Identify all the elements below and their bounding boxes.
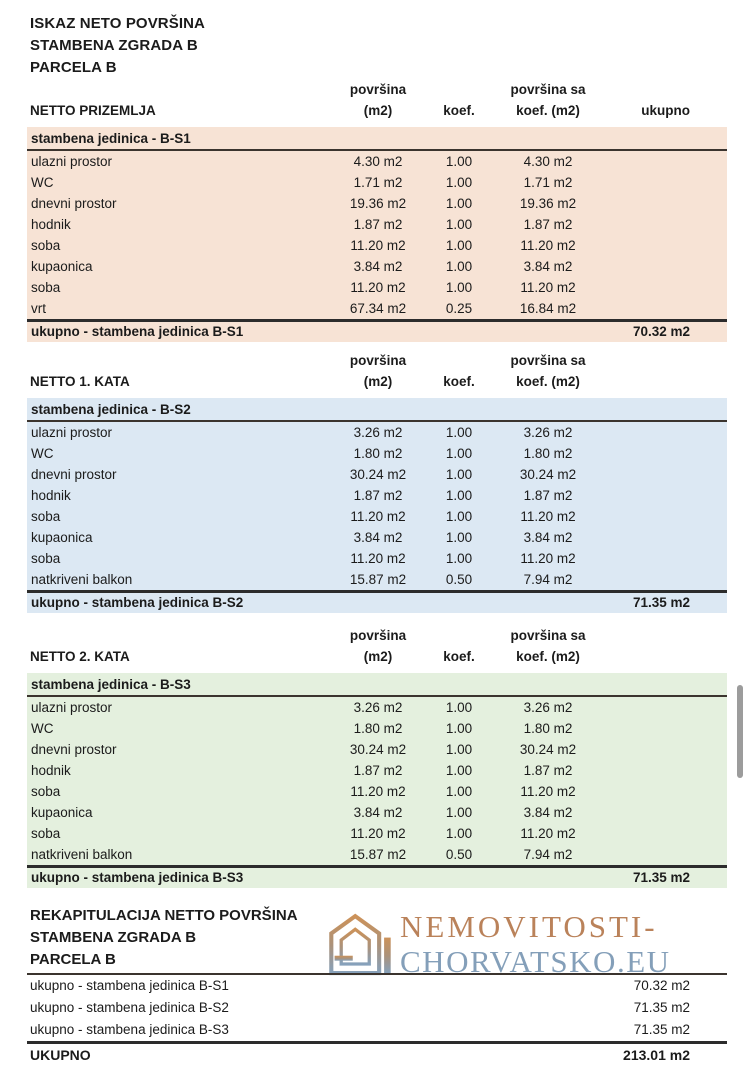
table-row	[27, 739, 727, 760]
section-body	[27, 127, 727, 342]
unit-band: stambena jedinica - B-S2	[27, 398, 727, 422]
column-header-area-koef: površina sa	[510, 353, 586, 368]
watermark-line1: NEMOVITOSTI-	[400, 909, 658, 944]
column-header-row-top	[27, 626, 727, 645]
row-area: 4.30 m2	[353, 154, 403, 169]
row-koef: 1.00	[445, 446, 473, 461]
section-title: NETTO PRIZEMLJA	[30, 103, 156, 118]
row-label: hodnik	[31, 488, 71, 503]
row-area-koef: 4.30 m2	[523, 154, 573, 169]
row-area-koef: 1.80 m2	[523, 446, 573, 461]
column-header-area-unit: (m2)	[363, 103, 393, 118]
column-header-area-koef-unit: koef. (m2)	[516, 374, 580, 389]
row-koef: 1.00	[445, 763, 473, 778]
row-koef: 0.25	[445, 301, 473, 316]
column-header-total	[604, 391, 727, 398]
row-area-koef: 30.24 m2	[519, 742, 577, 757]
recap-title-line-1: REKAPITULACIJA NETTO POVRŠINA	[30, 907, 298, 924]
column-header-total: ukupno	[641, 103, 690, 118]
unit-band: stambena jedinica - B-S3	[27, 673, 727, 697]
section-total-row	[27, 865, 727, 888]
table-row	[27, 172, 727, 193]
recap-title	[27, 905, 727, 971]
row-label: WC	[31, 721, 54, 736]
row-koef: 1.00	[445, 551, 473, 566]
column-header-area-koef-unit: koef. (m2)	[516, 649, 580, 664]
row-area: 30.24 m2	[349, 742, 407, 757]
column-header-row-top	[27, 351, 727, 370]
column-header-area: površina	[349, 628, 407, 643]
table-row	[27, 464, 727, 485]
table-row	[27, 548, 727, 569]
row-koef: 1.00	[445, 196, 473, 211]
row-koef: 0.50	[445, 572, 473, 587]
row-koef: 1.00	[445, 530, 473, 545]
scrollbar-thumb[interactable]	[737, 685, 743, 778]
recap-total-label: UKUPNO	[30, 1047, 91, 1063]
section-body	[27, 673, 727, 888]
table-row	[27, 298, 727, 319]
section-total-value: 70.32 m2	[632, 324, 690, 339]
table-row	[27, 485, 727, 506]
section-title: NETTO 1. KATA	[30, 374, 130, 389]
row-koef: 1.00	[445, 425, 473, 440]
floor-section	[27, 80, 727, 342]
row-area-koef: 7.94 m2	[523, 572, 573, 587]
table-row	[27, 697, 727, 718]
row-koef: 1.00	[445, 700, 473, 715]
recap-row-value: 70.32 m2	[633, 978, 690, 993]
section-body	[27, 398, 727, 613]
column-header-total	[604, 666, 727, 673]
row-area-koef: 3.84 m2	[523, 530, 573, 545]
row-koef: 1.00	[445, 238, 473, 253]
row-area-koef: 3.84 m2	[523, 259, 573, 274]
table-row	[27, 802, 727, 823]
recap-total-row	[27, 1041, 727, 1068]
column-header-area-unit: (m2)	[363, 374, 393, 389]
section-title: NETTO 2. KATA	[30, 649, 130, 664]
section-rows	[27, 697, 727, 865]
row-area: 11.20 m2	[350, 784, 406, 799]
column-header-row-bottom	[27, 99, 727, 127]
table-row	[27, 823, 727, 844]
row-label: kupaonica	[31, 530, 93, 545]
row-area-koef: 1.87 m2	[523, 217, 573, 232]
row-area: 3.84 m2	[353, 259, 403, 274]
document-title	[30, 13, 205, 79]
section-total-label: ukupno - stambena jedinica B-S3	[31, 870, 244, 885]
row-koef: 1.00	[445, 217, 473, 232]
row-area-koef: 1.80 m2	[523, 721, 573, 736]
table-row	[27, 527, 727, 548]
row-koef: 1.00	[445, 280, 473, 295]
row-koef: 1.00	[445, 805, 473, 820]
recap-rows	[27, 973, 727, 1041]
row-area-koef: 11.20 m2	[520, 784, 576, 799]
column-header-area-koef-unit: koef. (m2)	[516, 103, 580, 118]
column-header-koef: koef.	[443, 103, 475, 118]
row-koef: 1.00	[445, 826, 473, 841]
recap-row-label: ukupno - stambena jedinica B-S1	[30, 978, 229, 993]
column-header-area-koef: površina sa	[510, 628, 586, 643]
row-area-koef: 11.20 m2	[520, 238, 576, 253]
recap-title-line-3: PARCELA B	[30, 951, 116, 968]
row-area: 1.80 m2	[353, 721, 403, 736]
row-label: soba	[31, 826, 61, 841]
row-label: kupaonica	[31, 805, 93, 820]
table-row	[27, 214, 727, 235]
row-area: 11.20 m2	[350, 509, 406, 524]
row-koef: 1.00	[445, 742, 473, 757]
row-area: 1.87 m2	[353, 488, 403, 503]
row-area-koef: 11.20 m2	[520, 509, 576, 524]
row-koef: 1.00	[445, 175, 473, 190]
row-area-koef: 16.84 m2	[519, 301, 577, 316]
row-area: 1.71 m2	[353, 175, 403, 190]
recap-row	[27, 1019, 727, 1041]
section-total-value: 71.35 m2	[632, 870, 690, 885]
table-row	[27, 506, 727, 527]
recap-section	[27, 905, 727, 1068]
recap-row	[27, 975, 727, 997]
row-label: soba	[31, 551, 61, 566]
row-koef: 1.00	[445, 784, 473, 799]
table-row	[27, 718, 727, 739]
row-label: vrt	[31, 301, 46, 316]
section-rows	[27, 422, 727, 590]
row-area-koef: 3.26 m2	[523, 700, 573, 715]
table-row	[27, 256, 727, 277]
row-koef: 1.00	[445, 259, 473, 274]
row-label: hodnik	[31, 763, 71, 778]
row-area-koef: 7.94 m2	[523, 847, 573, 862]
section-total-label: ukupno - stambena jedinica B-S2	[31, 595, 244, 610]
row-area-koef: 1.87 m2	[523, 488, 573, 503]
recap-row-value: 71.35 m2	[633, 1022, 690, 1037]
recap-row-label: ukupno - stambena jedinica B-S2	[30, 1000, 229, 1015]
column-header-area-unit: (m2)	[363, 649, 393, 664]
row-label: soba	[31, 509, 61, 524]
column-header-koef: koef.	[443, 374, 475, 389]
row-area: 1.87 m2	[353, 763, 403, 778]
row-label: hodnik	[31, 217, 71, 232]
table-row	[27, 443, 727, 464]
row-koef: 0.50	[445, 847, 473, 862]
row-label: soba	[31, 280, 61, 295]
table-row	[27, 235, 727, 256]
row-area-koef: 11.20 m2	[520, 826, 576, 841]
row-label: ulazni prostor	[31, 425, 113, 440]
column-header-koef: koef.	[443, 649, 475, 664]
unit-band: stambena jedinica - B-S1	[27, 127, 727, 151]
row-area-koef: 30.24 m2	[519, 467, 577, 482]
column-header-row-bottom	[27, 370, 727, 398]
row-area: 11.20 m2	[350, 238, 406, 253]
row-area: 3.84 m2	[353, 805, 403, 820]
row-area: 11.20 m2	[350, 826, 406, 841]
row-label: WC	[31, 446, 54, 461]
row-area: 19.36 m2	[349, 196, 407, 211]
row-area-koef: 3.26 m2	[523, 425, 573, 440]
row-area: 15.87 m2	[349, 847, 407, 862]
row-label: ulazni prostor	[31, 154, 113, 169]
watermark-line2: CHORVATSKO.EU	[400, 944, 671, 979]
row-area: 3.84 m2	[353, 530, 403, 545]
title-line-2: STAMBENA ZGRADA B	[30, 37, 198, 54]
column-header-area: površina	[349, 353, 407, 368]
row-koef: 1.00	[445, 467, 473, 482]
recap-row	[27, 997, 727, 1019]
row-label: dnevni prostor	[31, 196, 117, 211]
row-area-koef: 1.71 m2	[523, 175, 573, 190]
row-label: natkriveni balkon	[31, 847, 133, 862]
row-area: 67.34 m2	[349, 301, 407, 316]
recap-row-label: ukupno - stambena jedinica B-S3	[30, 1022, 229, 1037]
row-area: 1.80 m2	[353, 446, 403, 461]
table-row	[27, 422, 727, 443]
table-row	[27, 569, 727, 590]
row-area: 11.20 m2	[350, 551, 406, 566]
row-label: soba	[31, 784, 61, 799]
row-label: ulazni prostor	[31, 700, 113, 715]
floor-section	[27, 626, 727, 888]
row-koef: 1.00	[445, 721, 473, 736]
row-area: 1.87 m2	[353, 217, 403, 232]
row-area: 3.26 m2	[353, 425, 403, 440]
row-koef: 1.00	[445, 509, 473, 524]
row-label: WC	[31, 175, 54, 190]
row-koef: 1.00	[445, 154, 473, 169]
section-rows	[27, 151, 727, 319]
recap-row-value: 71.35 m2	[633, 1000, 690, 1015]
column-header-row-top	[27, 80, 727, 99]
table-row	[27, 760, 727, 781]
section-total-row	[27, 319, 727, 342]
row-area: 30.24 m2	[349, 467, 407, 482]
row-label: kupaonica	[31, 259, 93, 274]
table-row	[27, 277, 727, 298]
row-label: dnevni prostor	[31, 742, 117, 757]
section-total-label: ukupno - stambena jedinica B-S1	[31, 324, 244, 339]
recap-title-line-2: STAMBENA ZGRADA B	[30, 929, 197, 946]
row-area-koef: 11.20 m2	[520, 551, 576, 566]
row-area-koef: 3.84 m2	[523, 805, 573, 820]
row-label: soba	[31, 238, 61, 253]
section-total-value: 71.35 m2	[632, 595, 690, 610]
table-row	[27, 844, 727, 865]
row-label: natkriveni balkon	[31, 572, 133, 587]
row-koef: 1.00	[445, 488, 473, 503]
column-header-area-koef: površina sa	[510, 82, 586, 97]
table-row	[27, 151, 727, 172]
row-area-koef: 1.87 m2	[523, 763, 573, 778]
table-row	[27, 781, 727, 802]
row-area: 11.20 m2	[350, 280, 406, 295]
title-line-3: PARCELA B	[30, 59, 117, 76]
row-area: 15.87 m2	[349, 572, 407, 587]
row-area: 3.26 m2	[353, 700, 403, 715]
row-label: dnevni prostor	[31, 467, 117, 482]
floor-section	[27, 351, 727, 613]
table-row	[27, 193, 727, 214]
recap-total-value: 213.01 m2	[623, 1047, 690, 1063]
row-area-koef: 19.36 m2	[519, 196, 577, 211]
column-header-row-bottom	[27, 645, 727, 673]
section-total-row	[27, 590, 727, 613]
column-header-area: površina	[349, 82, 407, 97]
row-area-koef: 11.20 m2	[520, 280, 576, 295]
title-line-1: ISKAZ NETO POVRŠINA	[30, 15, 205, 32]
